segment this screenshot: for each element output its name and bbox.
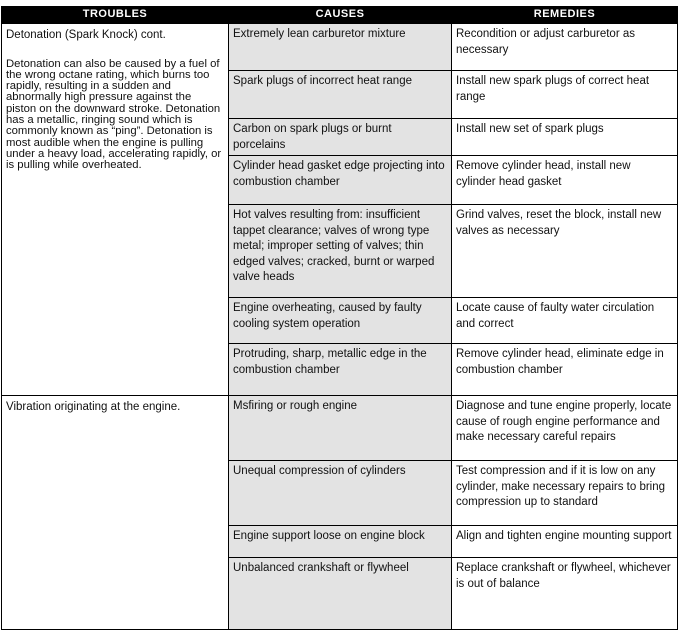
remedy-cell: Recondition or adjust carburetor as necessary xyxy=(452,24,678,71)
trouble-title: Detonation (Spark Knock) cont. xyxy=(6,29,166,41)
trouble-detail: Detonation can also be caused by a fuel of the wrong octane rating, which burns too rapidly, resulting in a sudden and abnormally high pressure against the piston on the downward stroke. Detonation has a metallic, ringing sound which is commonly known as “ping”. Detonation is most audible when the engine is pulling under a heavy load, accelerating rapidly, or is pulling while overheated. xyxy=(6,57,222,172)
cause-cell: Engine overheating, caused by faulty cooling system operation xyxy=(229,298,452,344)
cause-cell: Hot valves resulting from: insufficient tappet clearance; valves of wrong type metal; improper setting of valves; thin edged valves; cracked, burnt or warped valve heads xyxy=(229,205,452,298)
table-row xyxy=(2,396,678,461)
cause-cell: Unequal compression of cylinders xyxy=(229,461,452,526)
remedy-cell: Remove cylinder head, install new cylinder head gasket xyxy=(452,156,678,205)
cause-cell: Protruding, sharp, metallic edge in the combustion chamber xyxy=(229,344,452,396)
cause-cell: Engine support loose on engine block xyxy=(229,526,452,558)
trouble-title: Vibration originating at the engine. xyxy=(6,401,181,413)
remedy-cell: Replace crankshaft or flywheel, whichever is out of balance xyxy=(452,558,678,630)
header-row xyxy=(2,7,678,24)
remedy-cell: Install new set of spark plugs xyxy=(452,119,678,156)
cause-cell: Cylinder head gasket edge projecting into combustion chamber xyxy=(229,156,452,205)
cause-cell: Extremely lean carburetor mixture xyxy=(229,24,452,71)
header-remedies: REMEDIES xyxy=(452,7,678,24)
remedy-cell: Align and tighten engine mounting support xyxy=(452,526,678,558)
remedy-cell: Remove cylinder head, eliminate edge in combustion chamber xyxy=(452,344,678,396)
remedy-cell: Diagnose and tune engine properly, locate cause of rough engine performance and make necessary careful repairs xyxy=(452,396,678,461)
header-causes: CAUSES xyxy=(229,7,452,24)
cause-cell: Carbon on spark plugs or burnt porcelains xyxy=(229,119,452,156)
remedy-cell: Locate cause of faulty water circulation and correct xyxy=(452,298,678,344)
header-troubles: TROUBLES xyxy=(2,7,229,24)
remedy-cell: Grind valves, reset the block, install new valves as necessary xyxy=(452,205,678,298)
cause-cell: Msfiring or rough engine xyxy=(229,396,452,461)
cause-cell: Spark plugs of incorrect heat range xyxy=(229,71,452,119)
cause-cell: Unbalanced crankshaft or flywheel xyxy=(229,558,452,630)
remedy-cell: Test compression and if it is low on any cylinder, make necessary repairs to bring compression up to standard xyxy=(452,461,678,526)
trouble-cell-vibration xyxy=(2,396,229,630)
remedy-cell: Install new spark plugs of correct heat range xyxy=(452,71,678,119)
table-row xyxy=(2,24,678,71)
troubleshooting-table xyxy=(1,6,678,630)
trouble-cell-detonation xyxy=(2,24,229,396)
